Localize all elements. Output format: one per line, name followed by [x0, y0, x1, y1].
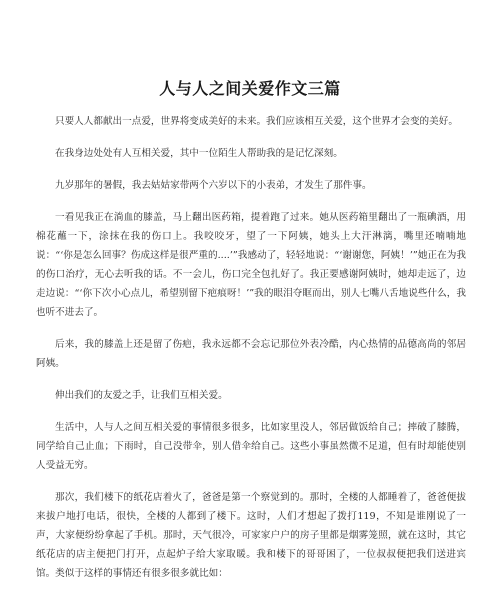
article-body	[36, 112, 466, 596]
article-title: 人与人之间关爱作文三篇	[159, 79, 341, 98]
article-paragraph: 只要人人都献出一点爱，世界将变成美好的未来。我们应该相互关爱，这个世界才会变的美好。	[55, 116, 458, 127]
article-paragraph: 一看见我正在淌血的膝盖，马上翻出医药箱，提着跑了过来。她从医药箱里翻出了一瓶碘酒，用棉花蘸一下，涂抹在我的伤口上。我咬咬牙，望了一下阿姨，她头上大汗淋漓，嘴里还喃喃地说：“‘你是怎么回事？伤成这样是很严重的....’”我感动了，轻轻地说：“‘谢谢您，阿姨！’”她正在为我的伤口治疗，无心去听我的话。不一会儿，伤口完全包扎好了。我正要感谢阿姨时，她却走远了，边走边说：“‘你下次小心点儿，希望别留下疤痕呀！’”我的眼泪夺眶而出，别人七嘴八舌地说些什么，我也听不进去了。	[36, 212, 466, 318]
article-paragraph: 那次，我们楼下的纸花店着火了，爸爸是第一个察觉到的。那时，全楼的人都睡着了，爸爸便拔来拔户地打电话，很快，全楼的人都到了楼下。这时，人们才想起了拨打119，不知是谁刚说了一声，大家便纷纷拿起了手机。那时，天气很冷，可家家户户的房子里都是烟雾笼照，就在这时，其它纸花店的店主便把门打开，点起炉子给大家取暖。我和楼下的哥哥困了，一位叔叔便把我们送进宾馆。类似于这样的事情还有很多很多就比如：	[36, 492, 466, 579]
article-paragraph: 九岁那年的暑假，我去姑姑家带两个六岁以下的小表弟，才发生了那件事。	[55, 180, 372, 191]
article-paragraph: 生活中，人与人之间互相关爱的事情很多很多，比如家里没人，邻居做饭给自己；摔破了膝腾，同学给自己止血；下雨时，自己没带伞，别人借伞给自己。这些小事虽然微不足道，但有时却能使别人受益无穷。	[36, 422, 466, 471]
article-paragraph: 伸出我们的友爱之手，让我们互相关爱。	[55, 390, 228, 401]
article-paragraph: 后来，我的膝盖上还是留了伤疤，我永远都不会忘记那位外表冷酷，内心热情的品德高尚的邻居阿姨。	[36, 339, 466, 369]
article-paragraph: 在我身边处处有人互相关爱，其中一位陌生人帮助我的是记忆深刻。	[55, 148, 343, 159]
